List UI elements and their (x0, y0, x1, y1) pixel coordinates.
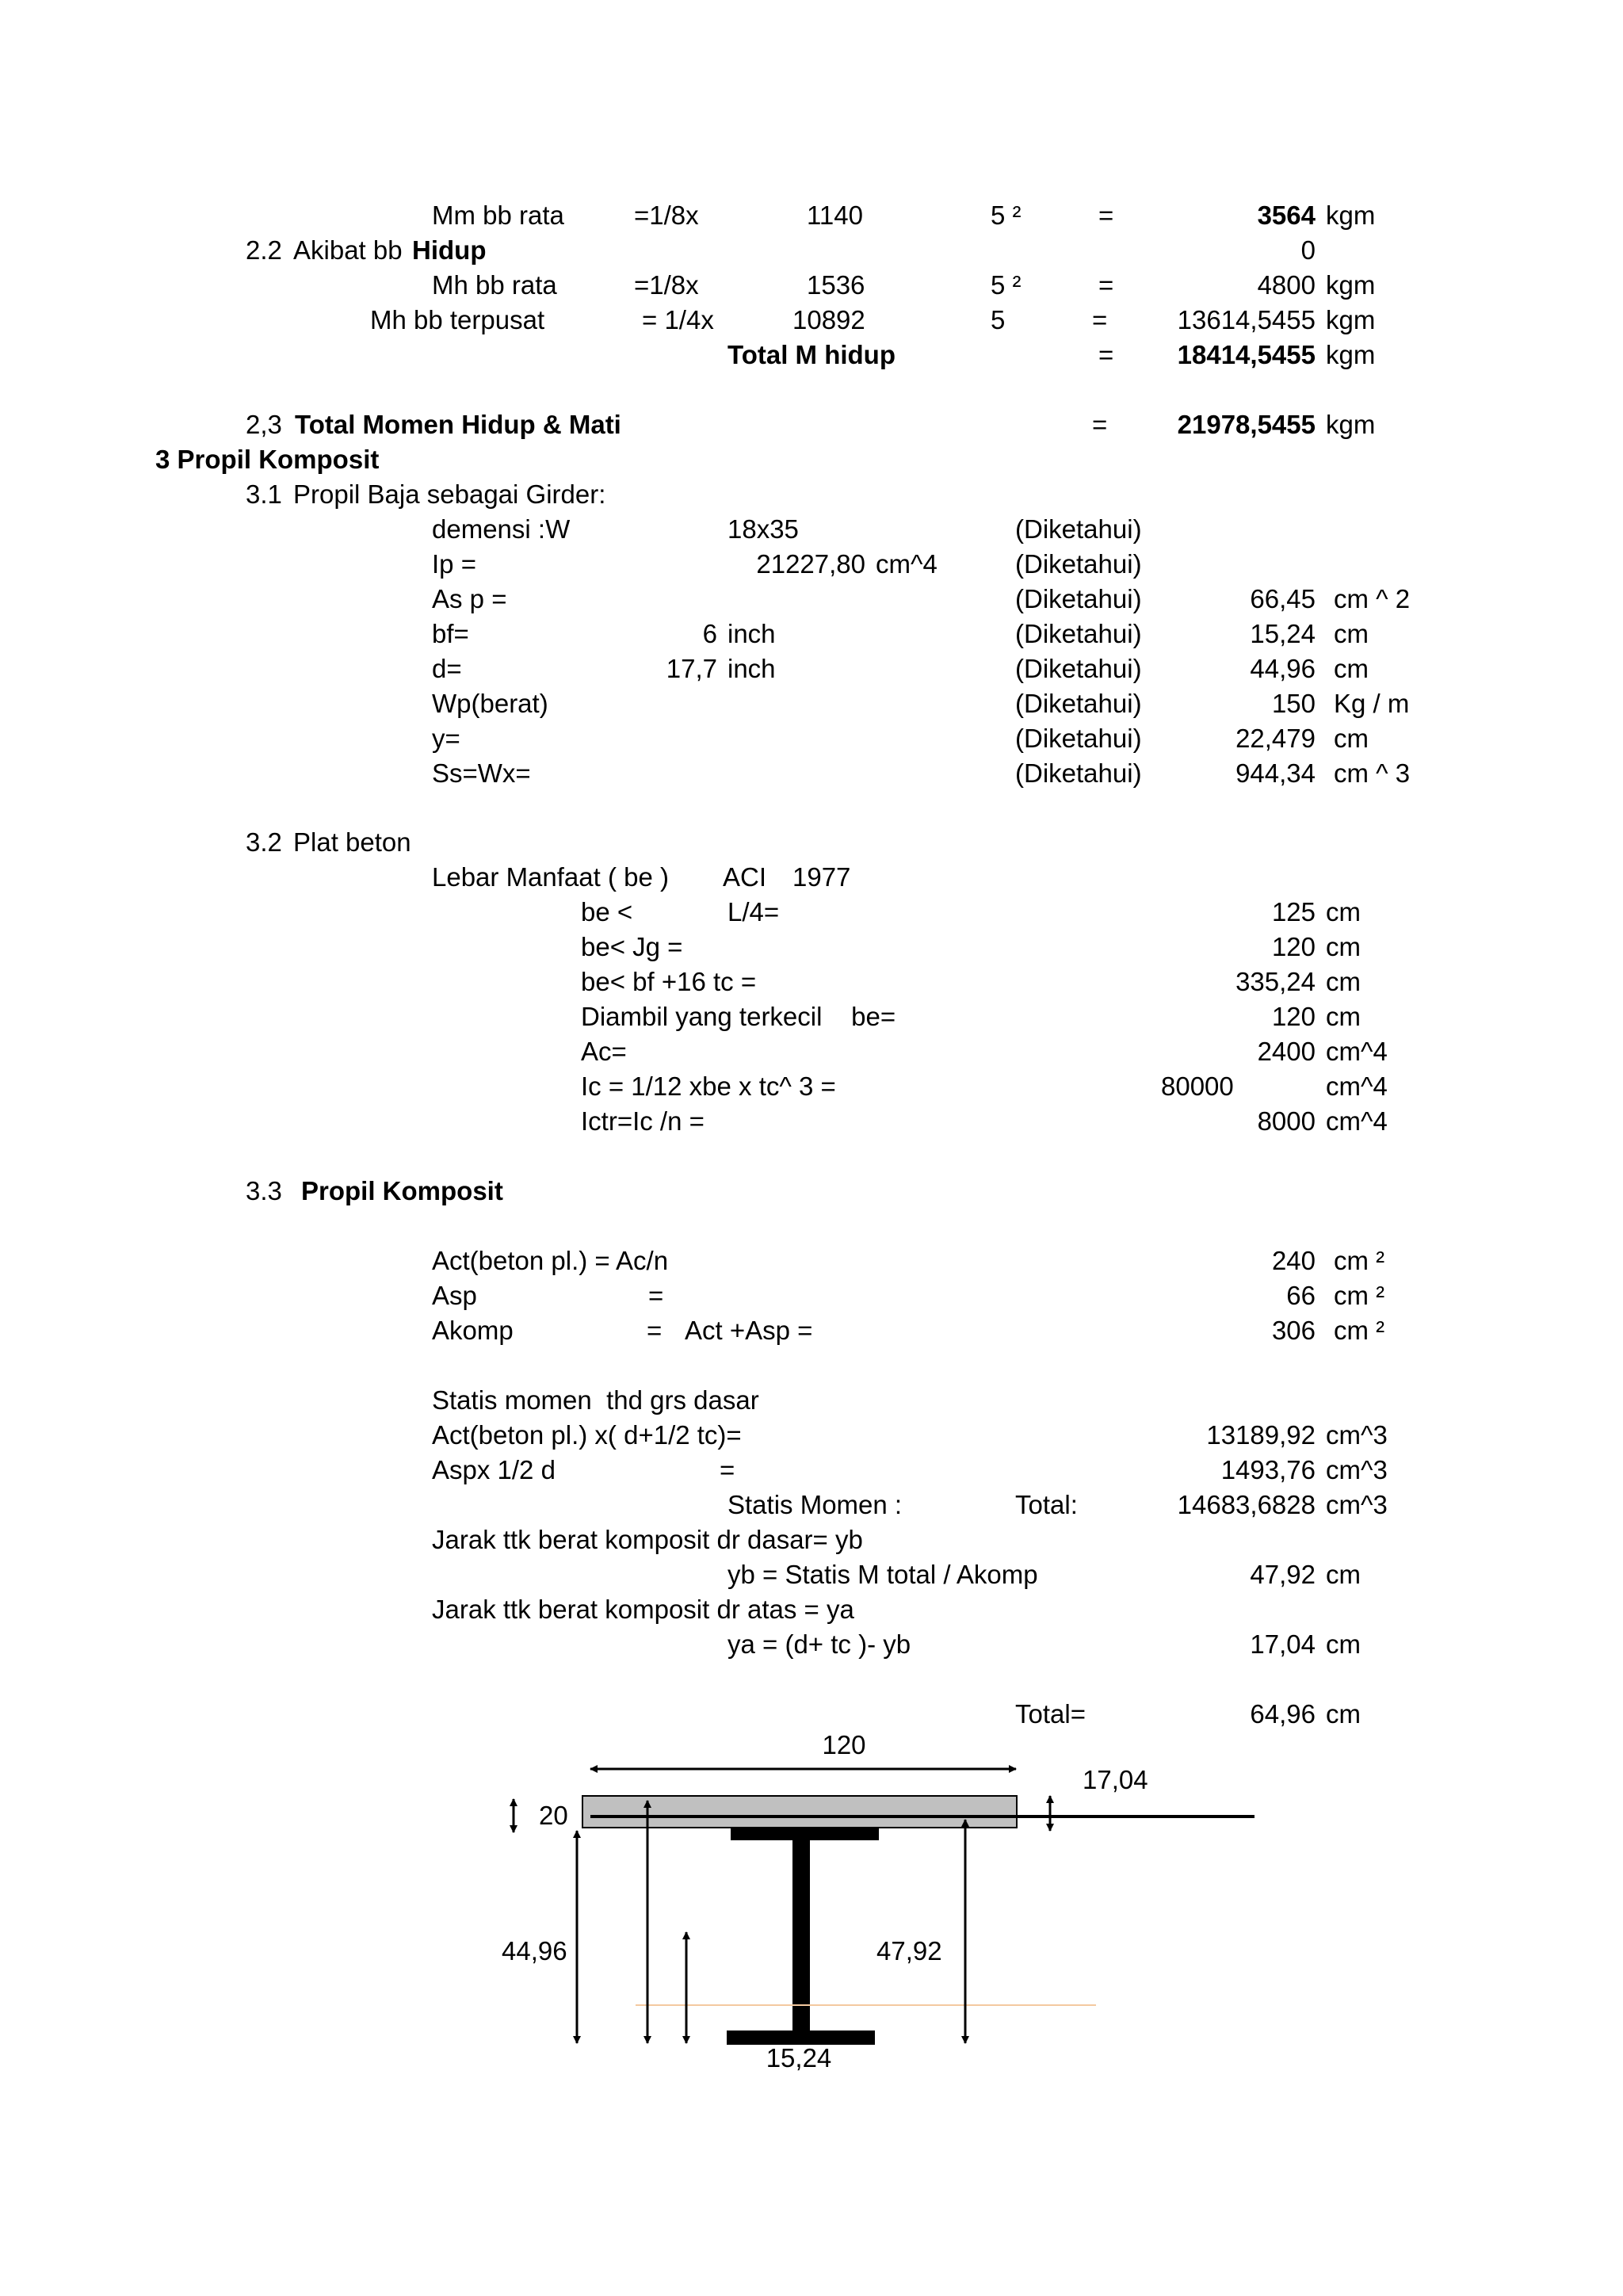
act-label: Act(beton pl.) = Ac/n (432, 1246, 669, 1275)
property-result: 944,34 (1235, 758, 1316, 788)
ya-result: 17,04 (1250, 1629, 1316, 1659)
s23-eq: = (1092, 410, 1108, 439)
akomp-label: Akomp (432, 1316, 514, 1345)
s31-number: 3.1 (246, 479, 282, 509)
mh-len: 5 ² (991, 270, 1022, 300)
property-label: demensi :W (432, 514, 571, 544)
lebar-label: Lebar Manfaat ( be ) (432, 862, 669, 892)
aspx-result: 1493,76 (1220, 1455, 1316, 1484)
actx-label: Act(beton pl.) x( d+1/2 tc)= (432, 1420, 742, 1450)
mht-label: Mh bb terpusat (370, 305, 545, 334)
s23-result: 21978,5455 (1177, 410, 1316, 439)
asp-label: Asp (432, 1281, 477, 1310)
property-label: Wp(berat) (432, 689, 548, 718)
yb-dimension-label: 47,92 (876, 1936, 942, 1966)
total-label: Total= (1015, 1699, 1086, 1729)
s22-label: Akibat bb (293, 235, 403, 265)
property-value: 21227,80 (756, 549, 865, 579)
property-note: (Diketahui) (1015, 758, 1142, 788)
property-result-unit: cm (1334, 654, 1369, 683)
mh-label: Mh bb rata (432, 270, 557, 300)
property-result-unit: cm (1334, 619, 1369, 648)
property-result: 44,96 (1250, 654, 1316, 683)
be3-result: 335,24 (1235, 967, 1316, 996)
s32-label: Plat beton (293, 827, 411, 857)
akomp-result: 306 (1271, 1316, 1316, 1345)
lebar-aci: ACI (723, 862, 767, 892)
be3-unit: cm (1326, 967, 1361, 996)
property-value: 17,7 (666, 654, 717, 683)
mm-val: 1140 (807, 201, 863, 230)
s23-unit: kgm (1326, 410, 1376, 439)
property-value: 6 (702, 619, 717, 648)
aspx-label: Aspx 1/2 d (432, 1455, 556, 1484)
property-result: 66,45 (1250, 584, 1316, 613)
total-m-hidup-label: Total M hidup (727, 340, 896, 369)
property-result-unit: cm (1334, 724, 1369, 753)
slab-thickness-label: 20 (539, 1801, 568, 1830)
steel-top-flange (731, 1828, 879, 1840)
width-dimension-label: 120 (822, 1730, 866, 1759)
property-label: As p = (432, 584, 507, 613)
asp-result: 66 (1286, 1281, 1316, 1310)
property-result: 150 (1271, 689, 1316, 718)
act-result: 240 (1271, 1246, 1316, 1275)
mh-result: 4800 (1257, 270, 1316, 300)
property-label: Ss=Wx= (432, 758, 531, 788)
mm-len: 5 ² (991, 201, 1022, 230)
actx-unit: cm^3 (1326, 1420, 1388, 1450)
act-unit: cm ² (1334, 1246, 1385, 1275)
mht-val: 10892 (792, 305, 865, 334)
lebar-year: 1977 (792, 862, 851, 892)
mm-label: Mm bb rata (432, 201, 564, 230)
property-unit: inch (727, 619, 776, 648)
steel-web (792, 1840, 810, 2038)
s32-number: 3.2 (246, 827, 282, 857)
total-m-hidup-unit: kgm (1326, 340, 1376, 369)
be1-unit: cm (1326, 897, 1361, 926)
asp-unit: cm ² (1334, 1281, 1385, 1310)
yb-unit: cm (1326, 1560, 1361, 1589)
be4-unit: cm (1326, 1002, 1361, 1031)
be1-label: be < (581, 897, 633, 926)
be2-result: 120 (1271, 932, 1316, 961)
ac-unit: cm^4 (1326, 1037, 1388, 1066)
property-label: d= (432, 654, 462, 683)
ic-result: 80000 (1161, 1072, 1234, 1101)
jarak-ya-label: Jarak ttk berat komposit dr atas = ya (432, 1595, 854, 1624)
ictr-unit: cm^4 (1326, 1106, 1388, 1136)
property-unit: cm^4 (876, 549, 938, 579)
mht-result: 13614,5455 (1177, 305, 1316, 334)
property-result-unit: cm ^ 3 (1334, 758, 1411, 788)
akomp-unit: cm ² (1334, 1316, 1385, 1345)
mh-unit: kgm (1326, 270, 1376, 300)
be1-result: 125 (1271, 897, 1316, 926)
s33-number: 3.3 (246, 1176, 282, 1205)
section-3-title: 3 Propil Komposit (155, 445, 380, 474)
be3-label: be< bf +16 tc = (581, 967, 757, 996)
be4-result: 120 (1271, 1002, 1316, 1031)
ac-label: Ac= (581, 1037, 627, 1066)
yb-label: yb = Statis M total / Akomp (727, 1560, 1038, 1589)
s22-number: 2.2 (246, 235, 282, 265)
ic-label: Ic = 1/12 xbe x tc^ 3 = (581, 1072, 836, 1101)
mht-unit: kgm (1326, 305, 1376, 334)
total-result: 64,96 (1250, 1699, 1316, 1729)
asp-eq: = (648, 1281, 664, 1310)
mm-unit: kgm (1326, 201, 1376, 230)
property-result: 22,479 (1235, 724, 1316, 753)
statis-momen-result: 14683,6828 (1177, 1490, 1316, 1519)
total-unit: cm (1326, 1699, 1361, 1729)
s22-value: 0 (1300, 235, 1316, 265)
steel-depth-label: 44,96 (502, 1936, 567, 1966)
be4-label: Diambil yang terkecil be= (581, 1002, 896, 1031)
s23-number: 2,3 (246, 410, 282, 439)
aspx-unit: cm^3 (1326, 1455, 1388, 1484)
flange-width-label: 15,24 (766, 2043, 832, 2073)
ac-result: 2400 (1257, 1037, 1316, 1066)
property-note: (Diketahui) (1015, 654, 1142, 683)
mm-op: =1/8x (634, 201, 699, 230)
be2-unit: cm (1326, 932, 1361, 961)
property-label: bf= (432, 619, 469, 648)
property-note: (Diketahui) (1015, 724, 1142, 753)
be2-label: be< Jg = (581, 932, 683, 961)
mh-val: 1536 (807, 270, 865, 300)
total-m-hidup-result: 18414,5455 (1177, 340, 1316, 369)
ictr-label: Ictr=Ic /n = (581, 1106, 705, 1136)
mh-op: =1/8x (634, 270, 699, 300)
property-label: y= (432, 724, 460, 753)
akomp-eq: = (647, 1316, 663, 1345)
s33-label: Propil Komposit (301, 1176, 503, 1205)
mht-len: 5 (991, 305, 1006, 334)
statis-momen-label: Statis Momen : (727, 1490, 903, 1519)
akomp-mid: Act +Asp = (685, 1316, 813, 1345)
property-note: (Diketahui) (1015, 689, 1142, 718)
property-note: (Diketahui) (1015, 514, 1142, 544)
mht-op: = 1/4x (642, 305, 714, 334)
mh-eq: = (1098, 270, 1114, 300)
property-label: Ip = (432, 549, 476, 579)
ya-unit: cm (1326, 1629, 1361, 1659)
jarak-yb-label: Jarak ttk berat komposit dr dasar= yb (432, 1525, 863, 1554)
s23-label: Total Momen Hidup & Mati (295, 410, 621, 439)
ictr-result: 8000 (1257, 1106, 1316, 1136)
yb-result: 47,92 (1250, 1560, 1316, 1589)
mht-eq: = (1092, 305, 1108, 334)
property-result-unit: Kg / m (1334, 689, 1410, 718)
property-result: 15,24 (1250, 619, 1316, 648)
property-value: 18x35 (727, 514, 799, 544)
total-m-hidup-eq: = (1098, 340, 1114, 369)
ya-label: ya = (d+ tc )- yb (727, 1629, 911, 1659)
statis-momen-total-label: Total: (1015, 1490, 1078, 1519)
property-note: (Diketahui) (1015, 619, 1142, 648)
property-note: (Diketahui) (1015, 549, 1142, 579)
statis-label: Statis momen thd grs dasar (432, 1385, 759, 1415)
s22-label-bold: Hidup (412, 235, 487, 265)
be1-mid: L/4= (727, 897, 780, 926)
property-unit: inch (727, 654, 776, 683)
top-distance-label: 17,04 (1083, 1765, 1148, 1794)
property-note: (Diketahui) (1015, 584, 1142, 613)
statis-momen-unit: cm^3 (1326, 1490, 1388, 1519)
aspx-eq: = (720, 1455, 735, 1484)
ic-unit: cm^4 (1326, 1072, 1388, 1101)
property-result-unit: cm ^ 2 (1334, 584, 1411, 613)
actx-result: 13189,92 (1206, 1420, 1316, 1450)
mm-eq: = (1098, 201, 1114, 230)
mm-result: 3564 (1257, 201, 1316, 230)
s31-label: Propil Baja sebagai Girder: (293, 479, 606, 509)
